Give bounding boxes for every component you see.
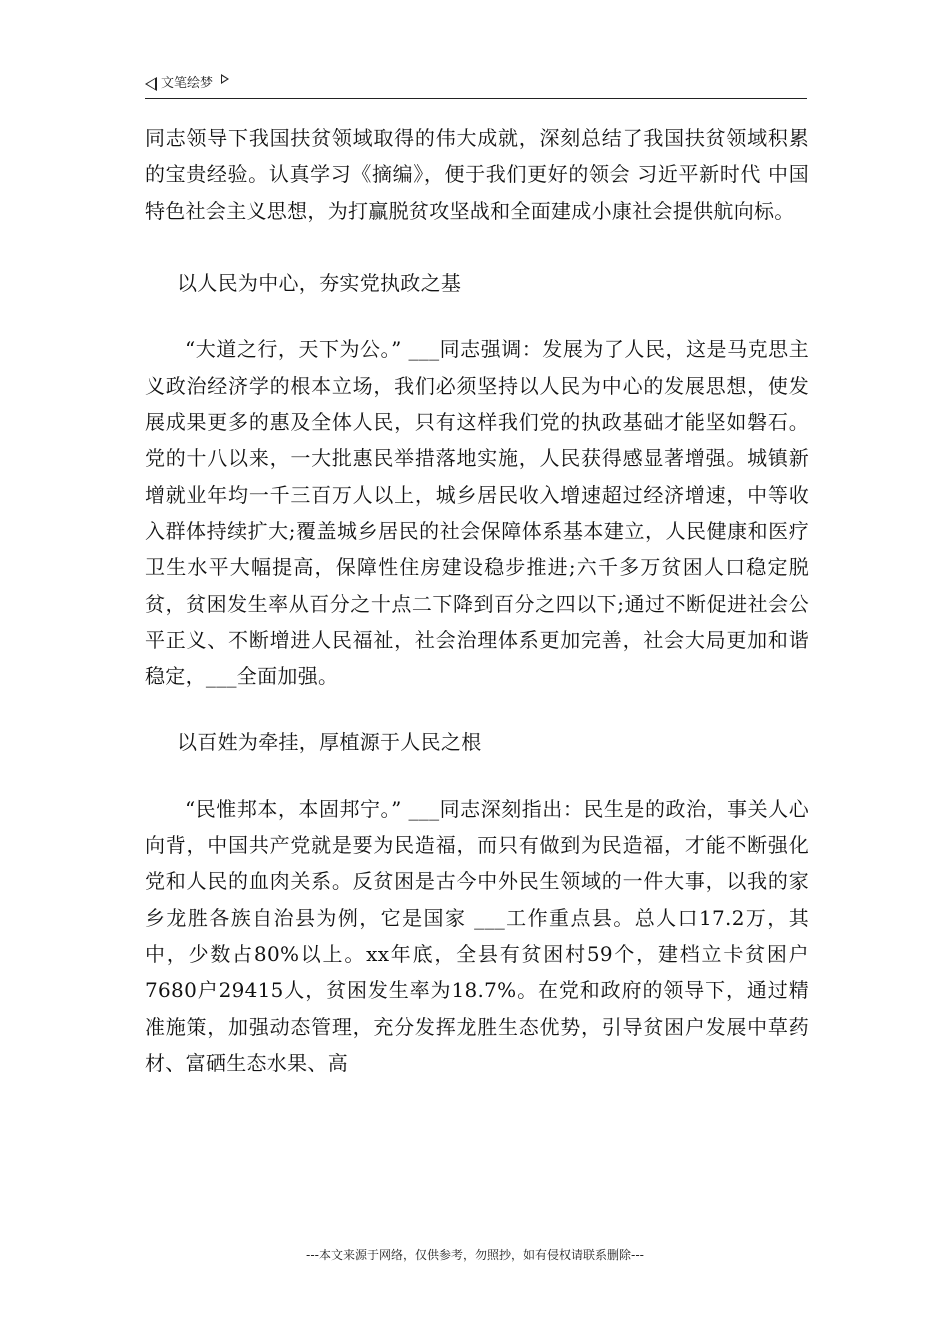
paragraph-2: “大道之行，天下为公。” ___同志强调：发展为了人民，这是马克思主义政治经济学的根本立场，我们必须坚持以人民为中心的发展思想，使发展成果更多的惠及全体人民，只有这样我们党的执政基础才能坚如磐石。党的十八以来，一大批惠民举措落地实施，人民获得感显著增强。城镇新增就业年均一千三百万人以上，城乡居民收入增速超过经济增速，中等收入群体持续扩大;覆盖城乡居民的社会保障体系基本建立，人民健康和医疗卫生水平大幅提高，保障性住房建设稳步推进;六千多万贫困人口稳定脱贫，贫困发生率从百分之十点二下降到百分之四以下;通过不断促进社会公平正义、不断增进人民福祉，社会治理体系更加完善，社会大局更加和谐稳定，___全面加强。 <box>145 337 809 689</box>
triangle-left-icon <box>145 77 157 91</box>
section-heading-1: 以人民为中心，夯实党执政之基 <box>177 271 462 296</box>
page-footer: ---本文来源于网络，仅供参考，勿照抄，如有侵权请联系删除--- <box>306 1248 644 1262</box>
header-brand: 文笔绘梦 <box>161 76 214 91</box>
paragraph-1: 同志领导下我国扶贫领域取得的伟大成就，深刻总结了我国扶贫领域积累的宝贵经验。认真学习《摘编》，便于我们更好的领会 习近平新时代 中国特色社会主义思想，为打赢脱贫攻坚战和全面建成小康社会提供航向标。 <box>145 126 809 223</box>
paragraph-3: “民惟邦本，本固邦宁。” ___同志深刻指出：民生是的政治，事关人心向背，中国共产党就是要为民造福，而只有做到为民造福，才能不断强化党和人民的血肉关系。反贫困是古今中外民生领域的一件大事，以我的家乡龙胜各族自治县为例，它是国家 ___工作重点县。总人口17.2万，其中，少数占80%以上。xx年底，全县有贫困村59个，建档立卡贫困户7680户29415人，贫困发生率为18.7%。在党和政府的领导下，通过精准施策，加强动态管理，充分发挥龙胜生态优势，引导贫困户发展中草药材、富硒生态水果、高 <box>145 796 809 1075</box>
page-header <box>145 72 807 99</box>
section-heading-2: 以百姓为牵挂，厚植源于人民之根 <box>177 730 482 755</box>
spacer <box>145 301 809 331</box>
spacer <box>145 229 809 265</box>
document-body <box>145 120 809 1081</box>
spacer <box>145 694 809 724</box>
spacer <box>145 761 809 791</box>
triangle-right-icon <box>221 74 229 84</box>
